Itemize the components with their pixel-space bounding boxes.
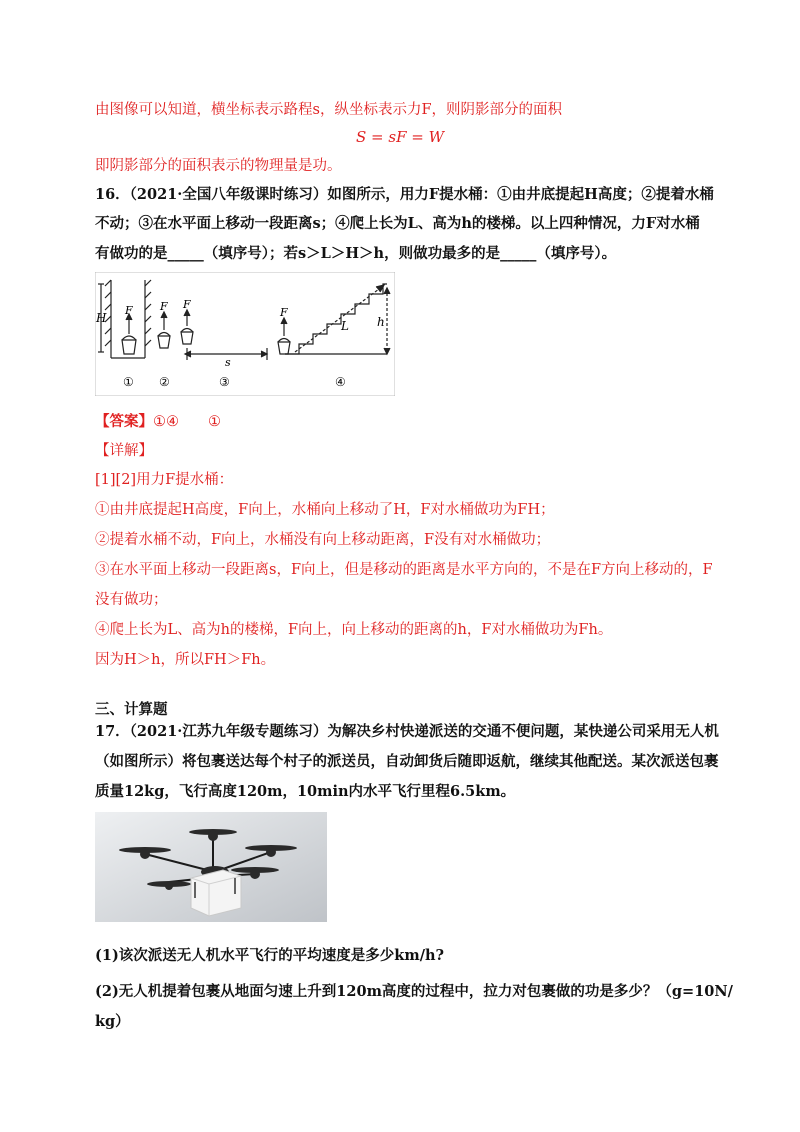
detail-line-7: 因为H＞h，所以FH＞Fh。 (95, 652, 276, 668)
label-s: s (225, 356, 231, 369)
label-L: L (341, 319, 349, 333)
answer-tag: 【答案】 (95, 413, 153, 430)
q16-line-3: 有做功的是_____（填序号）；若s＞L＞H＞h，则做功最多的是_____（填序号）。 (95, 245, 617, 262)
label-h: h (377, 315, 385, 329)
detail-tag: 【详解】 (95, 443, 153, 459)
formula: S = sF = W (355, 128, 444, 146)
label-F-1: F (125, 304, 133, 317)
label-num-2: ② (159, 375, 170, 389)
detail-line-5: 没有做功； (95, 592, 168, 608)
answer-row (95, 412, 705, 432)
label-F-4: F (280, 306, 288, 319)
drone-image (95, 812, 327, 922)
analysis-line-1: 由图像可以知道，横坐标表示路程s，纵坐标表示力F，则阴影部分的面积 (95, 102, 562, 118)
label-num-4: ④ (335, 375, 346, 389)
section-title: 三、计算题 (95, 701, 168, 718)
bucket-figure (95, 272, 395, 396)
q16-line-2: 不动；③在水平面上移动一段距离s；④爬上长为L、高为h的楼梯。以上四种情况，力F对水桶 (95, 215, 700, 232)
q16-line-1: 16．（2021·全国八年级课时练习）如图所示，用力F提水桶：①由井底提起H高度；②提着水桶 (95, 186, 714, 203)
q17-sub-1: (1)该次派送无人机水平飞行的平均速度是多少km/h? (95, 947, 445, 964)
analysis-line-2: 即阴影部分的面积表示的物理量是功。 (95, 158, 342, 174)
answer-value: ①④ ① (153, 414, 221, 430)
q17-line-1: 17．（2021·江苏九年级专题练习）为解决乡村快递派送的交通不便问题，某快递公司采用无人机 (95, 723, 719, 740)
label-num-1: ① (123, 375, 134, 389)
q17-sub-2a: (2)无人机提着包裹从地面匀速上升到120m高度的过程中，拉力对包裹做的功是多少？（g=10N/ (95, 983, 733, 1000)
label-num-3: ③ (219, 375, 230, 389)
detail-line-1: [1][2]用力F提水桶： (95, 472, 234, 488)
detail-line-6: ④爬上长为L、高为h的楼梯，F向上，向上移动的距离的h，F对水桶做功为Fh。 (95, 622, 613, 638)
label-H: H (96, 311, 107, 325)
q17-line-2: （如图所示）将包裹送达每个村子的派送员，自动卸货后随即返航，继续其他配送。某次派送包裹 (95, 753, 719, 770)
q17-line-3: 质量12kg，飞行高度120m，10min内水平飞行里程6.5km。 (95, 783, 516, 800)
label-F-3: F (183, 298, 191, 311)
label-F-2: F (160, 300, 168, 313)
detail-line-2: ①由井底提起H高度，F向上，水桶向上移动了H，F对水桶做功为FH； (95, 502, 555, 518)
parcel-box (191, 870, 241, 916)
q17-sub-2b: kg） (95, 1013, 130, 1030)
detail-line-3: ②提着水桶不动，F向上，水桶没有向上移动距离，F没有对水桶做功； (95, 532, 551, 548)
detail-line-4: ③在水平面上移动一段距离s，F向上，但是移动的距离是水平方向的，不是在F方向上移动的，F (95, 562, 713, 578)
